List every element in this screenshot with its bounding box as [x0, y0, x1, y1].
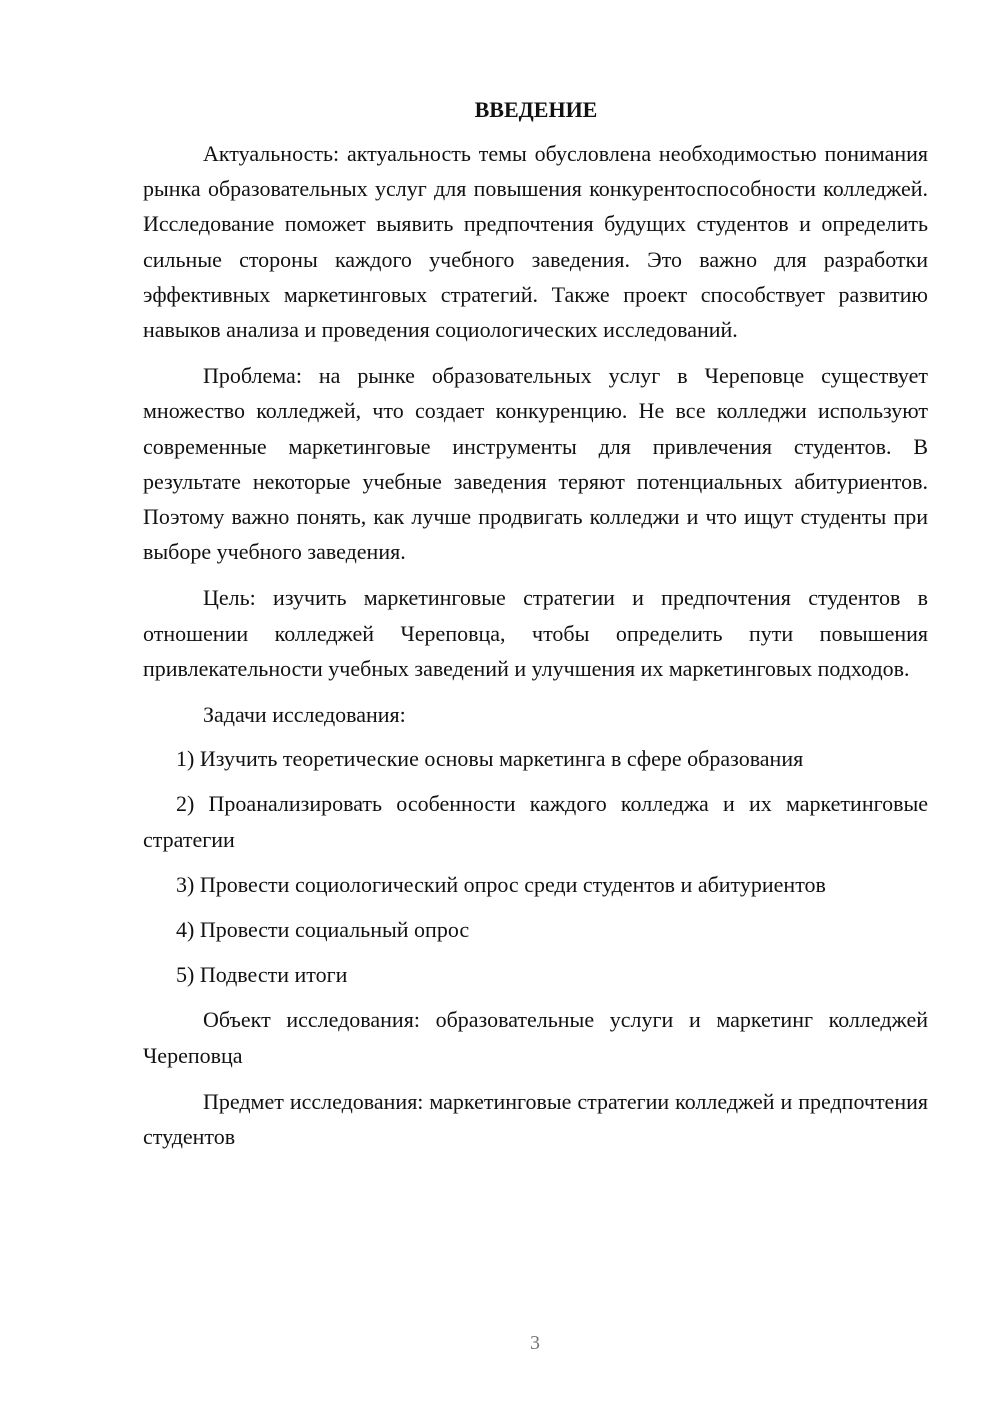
page-title: ВВЕДЕНИЕ [474, 97, 598, 122]
object-paragraph: Объект исследования: образовательные услуги и маркетинг колледжей Череповца [143, 1007, 928, 1068]
page-content [143, 94, 928, 1165]
goal-paragraph: Цель: изучить маркетинговые стратегии и предпочтения студентов в отношении колледжей Череповца, чтобы определить пути повышения привлекательности учебных заведений и улучшения их маркетинговых подходов. [143, 585, 928, 681]
task-item: 1) Изучить теоретические основы маркетинга в сфере образования [176, 746, 804, 772]
task-item: 2) Проанализировать особенности каждого колледжа и их маркетинговые стратегии [143, 791, 928, 852]
relevance-paragraph: Актуальность: актуальность темы обусловлена необходимостью понимания рынка образовательных услуг для повышения конкурентоспособности колледжей. Исследование поможет выявить предпочтения будущих студентов и определить сильные стороны каждого учебного заведения. Это важно для разработки эффективных маркетинговых стратегий. Также проект способствует развитию навыков анализа и проведения социологических исследований. [143, 141, 928, 343]
page-number: 3 [530, 1332, 540, 1354]
task-item: 5) Подвести итоги [176, 962, 348, 988]
task-item: 4) Провести социальный опрос [176, 917, 470, 943]
tasks-header: Задачи исследования: [203, 702, 406, 728]
task-item: 3) Провести социологический опрос среди студентов и абитуриентов [176, 871, 826, 897]
subject-paragraph: Предмет исследования: маркетинговые стратегии колледжей и предпочтения студентов [143, 1088, 928, 1150]
problem-paragraph: Проблема: на рынке образовательных услуг в Череповце существует множество колледжей, что создает конкуренцию. Не все колледжи используют современные маркетинговые инструменты для привлечения студентов. В результате некоторые учебные заведения теряют потенциальных абитуриентов. Поэтому важно понять, как лучше продвигать колледжи и что ищут студенты при выборе учебного заведения. [143, 363, 928, 565]
